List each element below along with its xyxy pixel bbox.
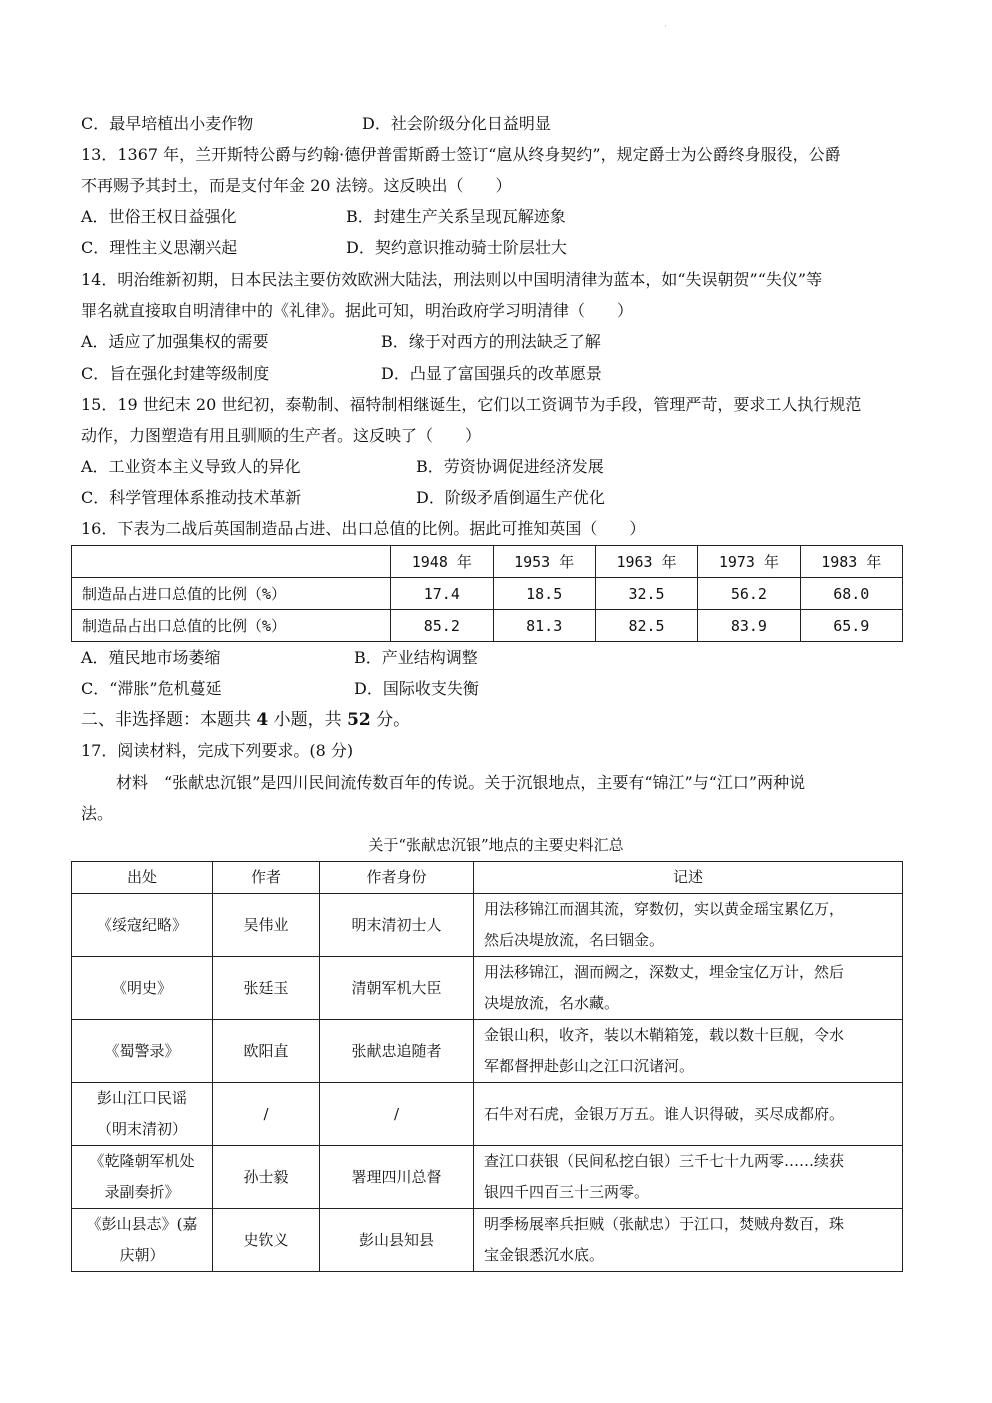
year-cell: 1963 年	[595, 546, 697, 578]
role-cell: 彭山县知县	[320, 1209, 474, 1272]
table-row	[72, 1209, 903, 1272]
source-text: 彭山江口民谣	[96, 1089, 187, 1107]
value-cell: 81.3	[493, 610, 595, 642]
header-author: 作者	[213, 862, 320, 894]
table-header-row	[72, 546, 903, 578]
value-cell: 82.5	[595, 610, 697, 642]
q15-option-c: C．科学管理体系推动技术革新	[81, 488, 302, 507]
q13-option-c: C．理性主义思潮兴起	[81, 238, 238, 257]
value-cell: 32.5	[595, 578, 697, 610]
role-cell: 明末清初士人	[320, 894, 474, 957]
source-text: 《蜀警录》	[104, 1041, 180, 1060]
source-text: 《乾隆朝军机处	[89, 1152, 195, 1170]
table-row	[72, 957, 903, 1020]
table-row	[72, 578, 903, 610]
total-score: 52	[347, 710, 371, 730]
table-row	[72, 1083, 903, 1146]
q13-stem-line-1: 13．1367 年，兰开斯特公爵与约翰·德伊普雷斯爵士签订“扈从终身契约”，规定爵士为公爵终身服役，公爵	[81, 145, 841, 164]
q14-stem-line-2: 罪名就直接取自明清律中的《礼律》。据此可知，明治政府学习明清律（ ）	[81, 301, 634, 320]
q16-trade-table	[71, 545, 903, 642]
source-text: （明末清初）	[96, 1120, 187, 1138]
q16-option-d: D．国际收支失衡	[354, 679, 479, 698]
table-row	[72, 610, 903, 642]
section-2-text: 分。	[370, 710, 411, 730]
source-text: 《彭山县志》(嘉	[86, 1215, 198, 1233]
source-text: 庆朝）	[119, 1246, 165, 1264]
q17-material-line-1: 材料 “张献忠沉银”是四川民间流传数百年的传说。关于沉银地点，主要有“锦江”与“江口”两种说	[116, 773, 806, 792]
q16-option-b: B．产业结构调整	[354, 648, 478, 667]
record-line: 军都督押赴彭山之江口沉诸河。	[484, 1057, 695, 1075]
author-cell: 吴伟业	[213, 894, 320, 957]
source-cell	[72, 1146, 213, 1209]
question-count: 4	[256, 710, 269, 730]
value-cell: 68.0	[800, 578, 902, 610]
row-label: 制造品占出口总值的比例（%）	[72, 610, 391, 642]
q17-stem: 17．阅读材料，完成下列要求。(8 分)	[81, 741, 354, 760]
header-source: 出处	[72, 862, 213, 894]
value-cell: 83.9	[698, 610, 800, 642]
record-line: 石牛对石虎，金银万万五。谁人识得破，买尽成都府。	[484, 1104, 845, 1123]
q14-option-c: C．旨在强化封建等级制度	[81, 364, 270, 383]
author-cell: 张廷玉	[213, 957, 320, 1020]
record-line: 金银山积，收齐，装以木鞘箱笼，载以数十巨舰，令水	[484, 1026, 845, 1044]
q14-option-a: A．适应了加强集权的需要	[81, 332, 269, 351]
source-text: 录副奏折》	[104, 1183, 180, 1201]
q14-option-d: D．凸显了富国强兵的改革愿景	[381, 364, 602, 383]
source-text: 《明史》	[111, 978, 172, 997]
q12-option-d: D．社会阶级分化日益明显	[362, 114, 551, 133]
source-cell	[72, 1083, 213, 1146]
record-line: 用法移锦江而涸其流，穿数仞，实以黄金瑶宝累亿万，	[484, 900, 845, 918]
value-cell: 17.4	[391, 578, 493, 610]
source-cell	[72, 894, 213, 957]
table-header-row	[72, 862, 903, 894]
q15-option-a: A．工业资本主义导致人的异化	[81, 457, 301, 476]
header-record: 记述	[474, 862, 903, 894]
table-row	[72, 1146, 903, 1209]
record-cell	[474, 1146, 903, 1209]
record-line: 银四千四百三十三两零。	[484, 1183, 650, 1201]
source-cell	[72, 1020, 213, 1083]
role-cell: 署理四川总督	[320, 1146, 474, 1209]
table-caption: 关于“张献忠沉银”地点的主要史料汇总	[368, 836, 624, 854]
section-2-text: 二、非选择题：本题共	[81, 710, 257, 730]
q17-material-line-2: 法。	[81, 804, 114, 823]
q16-stem: 16．下表为二战后英国制造品占进、出口总值的比例。据此可推知英国（ ）	[81, 519, 646, 538]
q14-stem-line-1: 14．明治维新初期，日本民法主要仿效欧洲大陆法，刑法则以中国明清律为蓝本，如“失误朝贺”“失仪”等	[81, 270, 823, 289]
record-cell	[474, 894, 903, 957]
source-cell	[72, 957, 213, 1020]
author-cell: /	[213, 1083, 320, 1146]
role-cell: /	[320, 1083, 474, 1146]
author-cell: 史钦义	[213, 1209, 320, 1272]
record-line: 查江口获银（民间私挖白银）三千七十九两零……续获	[484, 1152, 845, 1170]
q17-source-table	[71, 861, 903, 1272]
q13-option-a: A．世俗王权日益强化	[81, 207, 237, 226]
record-cell	[474, 957, 903, 1020]
q15-stem-line-1: 15．19 世纪末 20 世纪初，泰勒制、福特制相继诞生，它们以工资调节为手段，管理严苛，要求工人执行规范	[81, 395, 862, 414]
q15-option-d: D．阶级矛盾倒逼生产优化	[416, 488, 605, 507]
record-line: 宝金银悉沉水底。	[484, 1246, 605, 1264]
q15-stem-line-2: 动作，力图塑造有用且驯顺的生产者。这反映了（ ）	[81, 426, 482, 445]
record-line: 用法移锦江，涸而阙之，深数丈，埋金宝亿万计，然后	[484, 963, 845, 981]
table-row	[72, 894, 903, 957]
record-line: 明季杨展率兵拒贼（张献忠）于江口，焚贼舟数百，珠	[484, 1215, 845, 1233]
page-mark: ·	[664, 22, 667, 31]
record-line: 决堤放流，名水藏。	[484, 994, 620, 1012]
record-line: 然后决堤放流，名曰锢金。	[484, 931, 665, 949]
q15-option-b: B．劳资协调促进经济发展	[416, 457, 604, 476]
q16-option-c: C．“滞胀”危机蔓延	[81, 679, 222, 698]
q14-option-b: B．缘于对西方的刑法缺乏了解	[381, 332, 601, 351]
row-label: 制造品占进口总值的比例（%）	[72, 578, 391, 610]
year-cell: 1983 年	[800, 546, 902, 578]
author-cell: 欧阳直	[213, 1020, 320, 1083]
year-cell: 1973 年	[698, 546, 800, 578]
header-role: 作者身份	[320, 862, 474, 894]
record-cell	[474, 1083, 903, 1146]
source-text: 《绥寇纪略》	[96, 915, 187, 934]
record-cell	[474, 1209, 903, 1272]
year-cell: 1948 年	[391, 546, 493, 578]
record-cell	[474, 1020, 903, 1083]
section-2-text: 小题，共	[268, 710, 348, 730]
q13-stem-line-2: 不再赐予其封土，而是支付年金 20 法镑。这反映出（ ）	[81, 176, 512, 195]
author-cell: 孙士毅	[213, 1146, 320, 1209]
section-2-heading	[81, 710, 410, 730]
value-cell: 65.9	[800, 610, 902, 642]
q12-option-c: C．最早培植出小麦作物	[81, 114, 254, 133]
q16-option-a: A．殖民地市场萎缩	[81, 648, 221, 667]
role-cell: 清朝军机大臣	[320, 957, 474, 1020]
table-corner-cell	[72, 546, 391, 578]
q13-option-b: B．封建生产关系呈现瓦解迹象	[346, 207, 566, 226]
role-cell: 张献忠追随者	[320, 1020, 474, 1083]
value-cell: 56.2	[698, 578, 800, 610]
value-cell: 18.5	[493, 578, 595, 610]
source-cell	[72, 1209, 213, 1272]
value-cell: 85.2	[391, 610, 493, 642]
q13-option-d: D．契约意识推动骑士阶层壮大	[346, 238, 567, 257]
year-cell: 1953 年	[493, 546, 595, 578]
table-row	[72, 1020, 903, 1083]
